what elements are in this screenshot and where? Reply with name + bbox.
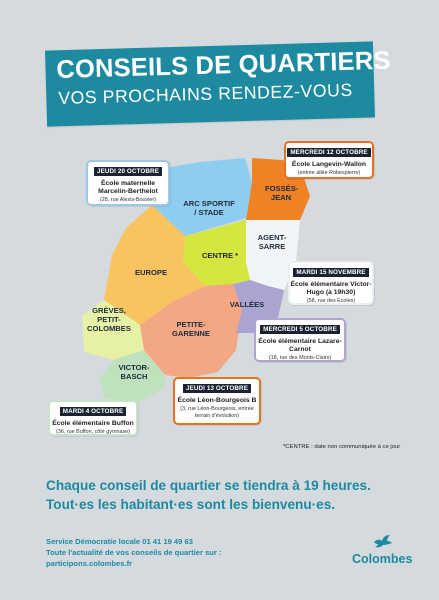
logo-text: Colombes	[352, 552, 413, 566]
label-europe: EUROPE	[134, 268, 168, 277]
website-link[interactable]: participons.colombes.fr	[46, 559, 133, 568]
meeting-date: MARDI 4 OCTOBRE	[60, 407, 127, 416]
meeting-venue: École élémentaire Victor-Hugo (à 19h30)	[290, 281, 372, 296]
meeting-venue: École maternelle Marcelin-Berthelot	[98, 180, 158, 195]
info-welcome: Tout·es les habitant·es sont les bienvenu·es.	[46, 497, 336, 512]
meeting-address: (3, rue Léon-Bourgeois, entrée terrain d'évolution)	[180, 406, 254, 419]
meeting-address: (36, rue Buffon, côté gymnase)	[56, 429, 130, 435]
meeting-venue: École élémentaire Buffon	[52, 420, 134, 427]
update-text: Toute l'actualité de vos conseils de quartier sur :	[46, 548, 222, 557]
meeting-address: (18, rue des Monts-Clairs)	[268, 355, 332, 361]
meeting-card-agent-sarre[interactable]	[288, 261, 374, 305]
info-time: Chaque conseil de quartier se tiendra à 19 heures.	[46, 478, 371, 493]
label-greves: GRÈVES, PETIT-COLOMBES	[87, 306, 131, 333]
service-phone: Service Démocratie locale 01 41 19 49 63	[46, 537, 193, 546]
meeting-venue: École Léon-Bourgeois B	[177, 397, 257, 404]
meeting-card-vallees[interactable]	[254, 318, 346, 362]
dove-icon	[371, 533, 393, 549]
label-arc-sportif: ARC SPORTIF / STADE	[183, 199, 235, 217]
meeting-card-fosses-jean[interactable]	[284, 141, 374, 179]
meeting-venue: École Langevin-Wallon	[291, 161, 367, 168]
meeting-venue: École élémentaire Lazare-Carnot	[258, 338, 342, 353]
label-fosses-jean: FOSSÉS-JEAN	[265, 184, 299, 202]
meeting-date: MARDI 15 NOVEMBRE	[293, 268, 368, 277]
meeting-date: JEUDI 20 OCTOBRE	[94, 167, 162, 176]
page-title: CONSEILS DE QUARTIERS	[56, 46, 391, 84]
label-petite-garenne: PETITE-GARENNE	[172, 320, 210, 338]
page-subtitle: VOS PROCHAINS RENDEZ-VOUS	[58, 79, 354, 108]
label-vallees: VALLÉES	[229, 300, 265, 309]
meeting-date: MERCREDI 5 OCTOBRE	[260, 325, 340, 334]
centre-footnote: *CENTRE : date non communiquée à ce jour	[283, 444, 401, 450]
meeting-date: JEUDI 13 OCTOBRE	[183, 384, 251, 393]
meeting-card-petite-garenne[interactable]	[173, 377, 261, 425]
meeting-date: MERCREDI 12 OCTOBRE	[287, 148, 370, 157]
meeting-address: (58, rue des Écoles)	[306, 298, 356, 304]
meeting-address: (entrée allée Robespierre)	[297, 170, 361, 176]
meeting-card-arc-sportif[interactable]	[86, 160, 170, 206]
colombes-logo	[352, 533, 412, 566]
label-victor-basch: VICTOR-BASCH	[118, 363, 150, 381]
meeting-card-victor-basch[interactable]	[48, 400, 138, 436]
meeting-address: (28, rue Alexis-Bouvier)	[99, 197, 157, 203]
label-agent-sarre: AGENT-SARRE	[257, 233, 287, 251]
contact-block	[46, 536, 222, 569]
label-centre: CENTRE *	[201, 251, 239, 260]
